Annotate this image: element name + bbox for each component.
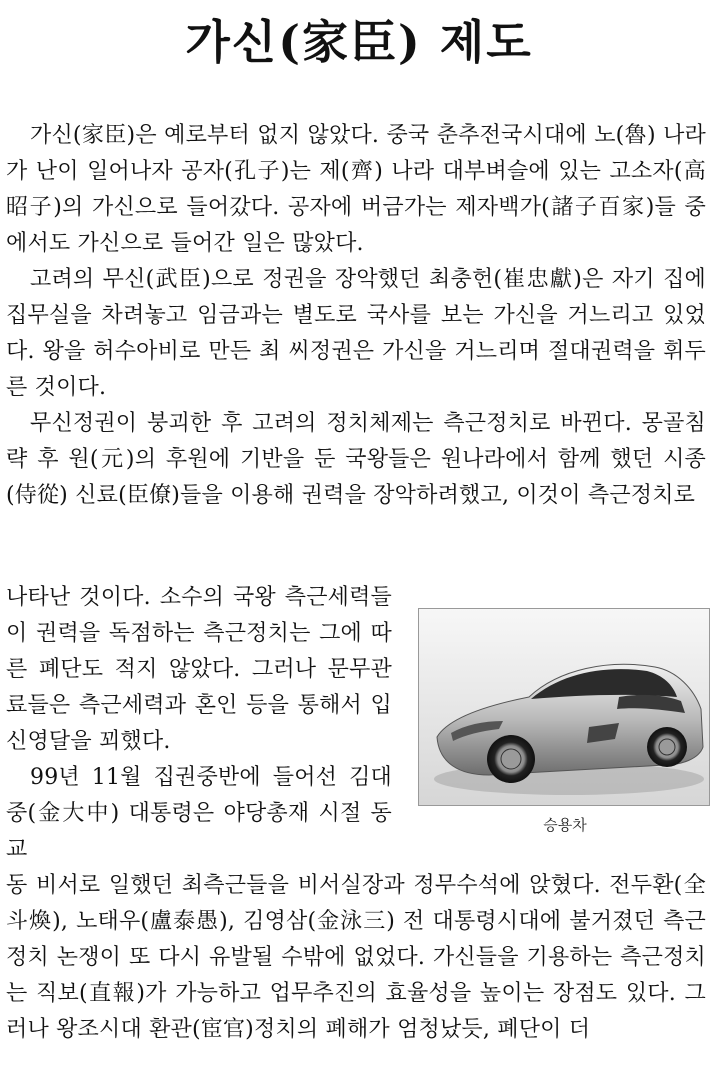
body-text-wrapped [6, 580, 392, 868]
paragraph-3-end: 나타난 것이다. 소수의 국왕 측근세력들이 권력을 독점하는 측근정치는 그에 따른 폐단도 적지 않았다. 그러나 문무관료들은 측근세력과 혼인 등을 통해서 입신영달을 꾀했다. [6, 585, 392, 754]
page-title: 가신(家臣) 제도 [185, 15, 533, 69]
paragraph-1: 가신(家臣)은 예로부터 없지 않았다. 중국 춘추전국시대에 노(魯) 나라가 난이 일어나자 공자(孔子)는 제(齊) 나라 대부벼슬에 있는 고소자(高昭子)의 가신으로 들어갔다. 공자에 버금가는 제자백가(諸子百家)들 중에서도 가신으로 들어간 일은 많았다. [6, 123, 706, 256]
body-text-bottom [6, 868, 706, 1048]
paragraph-4-end: 동 비서로 일했던 최측근들을 비서실장과 정무수석에 앉혔다. 전두환(全斗煥), 노태우(盧泰愚), 김영삼(金泳三) 전 대통령시대에 불거졌던 측근정치 논쟁이 또 다시 유발될 수밖에 없었다. 가신들을 기용하는 측근정치는 직보(直報)가 가능하고 업무추진의 효율성을 높이는 장점도 있다. 그러나 왕조시대 환관(宦官)정치의 폐해가 엄청났듯, 폐단이 더 [6, 873, 706, 1042]
paragraph-4-start: 99년 11월 집권중반에 들어선 김대중(金大中) 대통령은 야당총재 시절 동교 [6, 765, 392, 862]
figure-caption: 승용차 [543, 816, 587, 834]
car-figure [418, 608, 712, 835]
car-image [419, 609, 709, 805]
body-text-top [6, 118, 706, 514]
paragraph-2: 고려의 무신(武臣)으로 정권을 장악했던 최충헌(崔忠獻)은 자기 집에 집무실을 차려놓고 임금과는 별도로 국사를 보는 가신을 거느리고 있었다. 왕을 허수아비로 만든 최 씨정권은 가신을 거느리며 절대권력을 휘두른 것이다. [6, 267, 706, 400]
paragraph-3-start: 무신정권이 붕괴한 후 고려의 정치체제는 측근정치로 바뀐다. 몽골침략 후 원(元)의 후원에 기반을 둔 국왕들은 원나라에서 함께 했던 시종(侍從) 신료(臣僚)들을 이용해 권력을 장악하려했고, 이것이 측근정치로 [6, 411, 706, 508]
car-photo [418, 608, 710, 806]
